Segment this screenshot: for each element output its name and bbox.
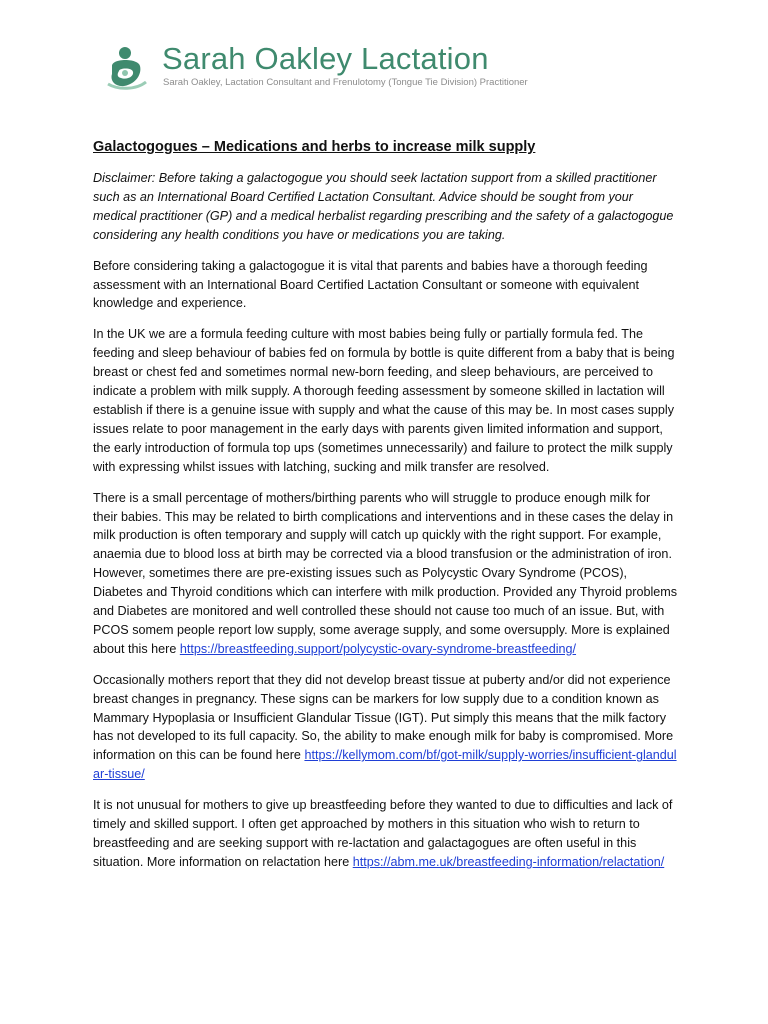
brand-subtitle: Sarah Oakley, Lactation Consultant and Frenulotomy (Tongue Tie Division) Practitioner [163,77,528,88]
relactation-link[interactable]: https://abm.me.uk/breastfeeding-information/relactation/ [352,854,665,869]
relactation-paragraph [93,796,678,872]
igt-link[interactable]: https://kellymom.com/bf/got-milk/supply-worries/insufficient-glandular-tissue/ [93,748,677,782]
igt-text: Occasionally mothers report that they did not develop breast tissue at puberty and/or did not experience breast changes in pregnancy. These signs can be markers for low supply due to a condition known as Mammary Hypoplasia or Insufficient Glandular Tissue (IGT). Put simply this means that the milk factory has not developed to its full capacity. So, the ability to make enough milk for baby is compromised. More information on this can be found here [93,672,674,763]
brand-name: Sarah Oakley Lactation [162,41,489,76]
document-title: Galactogogues – Medications and herbs to increase milk supply [93,139,536,155]
disclaimer-paragraph: Disclaimer: Before taking a galactogogue you should seek lactation support from a skilled practitioner such as an International Board Certified Lactation Consultant. Advice should be sought from your medical practitioner (GP) and a medical herbalist regarding prescribing and the safety of a galactogogue considering any health conditions you have or medications you are taking. [93,171,674,242]
low-supply-causes-text: There is a small percentage of mothers/birthing parents who will struggle to produce enough milk for their babies. This may be related to birth complications and interventions and in these cases the delay in milk production is often temporary and supply will catch up quickly with the right support. For example, anaemia due to blood loss at birth may be corrected via a blood transfusion or the administration of iron. However, sometimes there are pre-existing issues such as Polycystic Ovary Syndrome (PCOS), Diabetes and Thyroid conditions which can interfere with milk production. Provided any Thyroid problems and Diabetes are monitored and well controlled these should not cause too much of an issue. But, with PCOS somem people report low supply, some average supply, and some oversupply. More is explained about this here [93,490,678,656]
formula-culture-paragraph: In the UK we are a formula feeding culture with most babies being fully or partially formula fed. The feeding and sleep behaviour of babies fed on formula by bottle is quite different from a baby that is being breast or chest fed and sometimes normal new-born feeding, and sleep behaviours, are perceived to indicate a problem with milk supply. A thorough feeding assessment by someone skilled in lactation will establish if there is a genuine issue with supply and what the cause of this may be. In most cases supply issues relate to poor management in the early days with parents given limited information and support, the early introduction of formula top ups (sometimes unnecessarily) and failure to protect the milk supply with expressing whilst issues with latching, sucking and milk transfer are resolved. [93,327,675,474]
document-body [93,137,678,884]
igt-paragraph [93,671,678,784]
assessment-paragraph: Before considering taking a galactogogue it is vital that parents and babies have a thorough feeding assessment with an International Board Certified Lactation Consultant or someone with equivalent knowledge and experience. [93,258,648,311]
pcos-link[interactable]: https://breastfeeding.support/polycystic-ovary-syndrome-breastfeeding/ [179,641,577,656]
relactation-text: It is not unusual for mothers to give up breastfeeding before they wanted to due to difficulties and lack of timely and skilled support. I often get approached by mothers in this situation who wish to return to breastfeeding and are seeking support with re-lactation and galactagogues are often useful in this situation. More information on relactation here [93,798,673,869]
mother-baby-logo-icon [106,44,158,90]
document-header [106,40,666,96]
low-supply-causes-paragraph [93,489,678,659]
